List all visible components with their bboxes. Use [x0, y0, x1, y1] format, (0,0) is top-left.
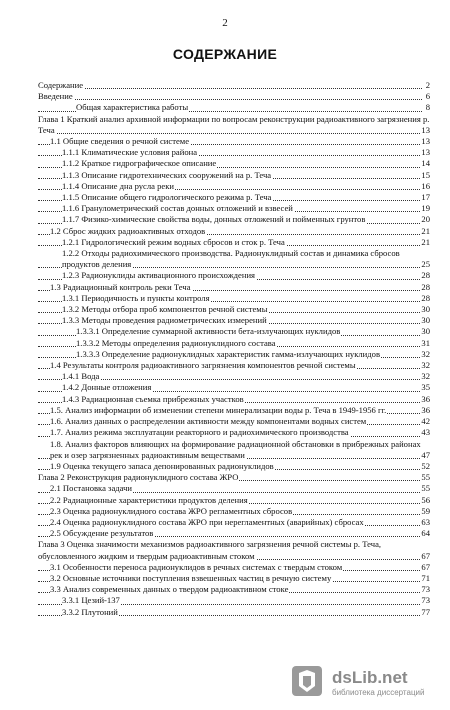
toc-entry	[38, 394, 430, 405]
toc-entry-page: 63	[421, 516, 430, 527]
toc-entry-title: 1.4 Результаты контроля радиоактивного загрязнения компонентов речной системы	[50, 360, 356, 371]
toc-entry	[38, 495, 430, 506]
toc-entry	[38, 562, 430, 573]
toc-entry-page: 31	[421, 337, 430, 348]
toc-entry-title: 1.3.3.2 Методы определения радионуклидного состава	[76, 337, 276, 348]
toc-entry-page: 71	[421, 572, 430, 583]
toc-entry-page: 73	[421, 595, 430, 606]
toc-entry-page: 30	[421, 304, 430, 315]
toc-entry-title: 3.3 Анализ современных данных о твердом радиоактивном стоке	[50, 584, 289, 595]
toc-entry-page: 52	[421, 460, 430, 471]
toc-entry	[38, 270, 430, 281]
toc-entry-title: Общая характеристика работы	[76, 102, 189, 113]
toc-entry	[38, 136, 430, 147]
toc-entry-page: 30	[421, 315, 430, 326]
toc-entry-title: Глава 2 Реконструкция радионуклидного состава ЖРО	[38, 472, 239, 483]
toc-entry-title: 2.3 Оценка радионуклидного состава ЖРО регламентных сбросов	[50, 505, 293, 516]
toc-entry-title: 1.5. Анализ информации об изменении степени минерализации воды р. Теча в 1949-1956 гг.	[50, 404, 387, 415]
toc-entry-title: 1.3.2 Методы отбора проб компонентов речной системы	[62, 304, 268, 315]
toc-entry-title: 1.1 Общие сведения о речной системе	[50, 136, 190, 147]
toc-entry-title: 2.2 Радиационные характеристики продуктов деления	[50, 494, 248, 505]
toc-entry-page: 67	[421, 561, 430, 572]
toc-entry-title: 2.4 Оценка радионуклидного состава ЖРО при нерегламентных (аварийных) сбросах	[50, 516, 364, 527]
toc-entry	[38, 607, 430, 618]
toc-entry	[38, 506, 430, 517]
toc-entry-page: 28	[421, 292, 430, 303]
toc-entry-page: 77	[421, 606, 430, 617]
toc-entry-title: Введение	[38, 91, 73, 102]
toc-entry	[38, 248, 430, 270]
toc-entry	[38, 102, 430, 113]
toc-entry	[38, 349, 430, 360]
toc-entry	[38, 528, 430, 539]
toc-entry	[38, 326, 430, 337]
toc-entry-title: 1.1.2 Краткое гидрографическое описание	[62, 158, 217, 169]
toc-entry	[38, 382, 430, 393]
toc-entry-page: 13	[421, 147, 430, 158]
toc-entry	[38, 192, 430, 203]
toc-entry-title: 3.3.2 Плутоний	[62, 606, 118, 617]
toc-entry-title: 1.1.1 Климатические условия района	[62, 147, 198, 158]
toc-entry-title: 3.1 Особенности переноса радионуклидов в речных системах с твердым стоком	[50, 561, 343, 572]
toc-entry	[38, 573, 430, 584]
toc-entry-title: 1.2.1 Гидрологический режим водных сбросов и сток р. Теча	[62, 236, 285, 247]
toc-entry	[38, 80, 430, 91]
toc-entry-page: 55	[421, 472, 430, 483]
toc-entry	[38, 371, 430, 382]
page-number: 2	[222, 17, 228, 29]
toc-entry-page: 73	[421, 584, 430, 595]
toc-entry-title: 1.9 Оценка текущего запаса депонированных радионуклидов	[50, 460, 274, 471]
toc-entry-title: 1.4.1 Вода	[62, 371, 100, 382]
watermark-name: dsLib.net	[332, 668, 408, 687]
toc-entry	[38, 226, 430, 237]
toc-entry	[38, 91, 430, 102]
toc-entry	[38, 237, 430, 248]
toc-entry	[38, 405, 430, 416]
toc-entry-title: 3.2 Основные источники поступления взвешенных частиц в речную систему	[50, 572, 332, 583]
toc-entry	[38, 517, 430, 528]
toc-entry-page: 6	[425, 91, 430, 102]
toc-entry-page: 67	[421, 550, 430, 561]
toc-entry-page: 32	[421, 348, 430, 359]
toc-entry	[38, 360, 430, 371]
toc-entry-page: 32	[421, 371, 430, 382]
toc-entry-title: Глава 1 Краткий анализ архивной информации по вопросам реконструкции радиоактивного загрязнения р. Теча	[38, 113, 430, 135]
toc-entry-title: 2.1 Постановка задачи	[50, 483, 133, 494]
toc-entry	[38, 293, 430, 304]
toc-entry-page: 21	[421, 236, 430, 247]
toc-entry-title: 1.1.5 Описание общего гидрологического режима р. Теча	[62, 192, 272, 203]
toc-entry	[38, 170, 430, 181]
toc-entry-page: 16	[421, 180, 430, 191]
toc-entry-page: 15	[421, 169, 430, 180]
toc-entry-title: 2.5 Обсуждение результатов	[50, 528, 154, 539]
toc-entry-page: 36	[421, 393, 430, 404]
toc-entry-page: 13	[421, 136, 430, 147]
toc-entry-title: 1.1.4 Описание дна русла реки	[62, 180, 174, 191]
toc-entry	[38, 416, 430, 427]
toc-entry	[38, 158, 430, 169]
toc-entry-title: 1.4.2 Донные отложения	[62, 382, 152, 393]
toc-entry	[38, 203, 430, 214]
toc-entry-page: 2	[425, 80, 430, 90]
toc-entry	[38, 472, 430, 483]
toc-entry-page: 64	[421, 528, 430, 539]
toc-entry-page: 19	[421, 203, 430, 214]
toc-entry-page: 28	[421, 270, 430, 281]
toc-entry-title: 1.1.3 Описание гидротехнических сооружений на р. Теча	[62, 169, 272, 180]
toc-entry-page: 8	[425, 102, 430, 113]
toc-entry-title: 1.3.3.1 Определение суммарной активности бета-излучающих нуклидов	[76, 326, 341, 337]
toc-entry	[38, 461, 430, 472]
toc-entry-page: 17	[421, 192, 430, 203]
toc-entry	[38, 282, 430, 293]
toc-entry-title: 1.2 Сброс жидких радиоактивных отходов	[50, 225, 206, 236]
toc-entry-page: 30	[421, 326, 430, 337]
toc-entry-page: 35	[421, 382, 430, 393]
toc-entry-page: 13	[421, 124, 430, 135]
toc-entry	[38, 338, 430, 349]
toc-entry	[38, 584, 430, 595]
toc-entry-title: 1.3 Радиационный контроль реки Теча	[50, 281, 191, 292]
toc-entry-title: 3.3.1 Цезий-137	[62, 595, 120, 606]
toc-entry-title: 1.1.6 Гранулометрический состав донных отложений и взвесей	[62, 203, 293, 214]
toc-entry-page: 20	[421, 214, 430, 225]
toc-entry-page: 14	[421, 158, 430, 169]
toc-entry-title: 1.2.2 Отходы радиохимического производства. Радионуклидный состав и динамика сбросов продуктов деления	[62, 248, 400, 270]
toc-entry-title: 1.2.3 Радионуклиды активационного происхождения	[62, 270, 256, 281]
toc-entry-title: 1.3.3 Методы проведения радиометрических измерений	[62, 315, 267, 326]
dslib-logo-icon	[292, 666, 322, 696]
toc-entry-title: 1.6. Анализ данных о распределении активности между компонентами водных систем	[50, 416, 367, 427]
toc-entry	[38, 214, 430, 225]
toc-entry	[38, 539, 430, 561]
toc-entry-page: 28	[421, 281, 430, 292]
table-of-contents	[38, 80, 430, 618]
toc-entry-page: 25	[421, 259, 430, 270]
toc-heading: СОДЕРЖАНИЕ	[172, 46, 278, 62]
toc-entry-page: 43	[421, 427, 430, 438]
toc-entry-title: Глава 3 Оценка значимости механизмов радиоактивного загрязнения речной системы р. Теча, обусловленного жидким и твердым радиоактивным стоком	[38, 539, 382, 561]
toc-entry	[38, 114, 430, 136]
toc-entry-title: 1.8. Анализ факторов влияющих на формирование радиационной обстановки в прибрежных районах рек и озер загрязненных радиоактивным веществами	[50, 438, 421, 460]
toc-entry-page: 42	[421, 416, 430, 427]
toc-entry-title: 1.3.3.3 Определение радионуклидных характеристик гамма-излучающих нуклидов	[76, 348, 381, 359]
toc-entry-page: 56	[421, 494, 430, 505]
toc-entry-page: 59	[421, 505, 430, 516]
toc-entry-title: 1.1.7 Физико-химические свойства воды, донных отложений и пойменных грунтов	[62, 214, 366, 225]
toc-entry-page: 36	[421, 404, 430, 415]
toc-entry	[38, 304, 430, 315]
toc-entry	[38, 315, 430, 326]
toc-entry	[38, 439, 430, 461]
toc-entry-title: 1.7. Анализ режима эксплуатации реакторного и радиохимического производства	[50, 427, 349, 438]
toc-entry	[38, 147, 430, 158]
toc-entry-title: 1.4.3 Радиационная съемка прибрежных участков	[62, 393, 244, 404]
toc-entry-title: Содержание	[38, 80, 84, 90]
toc-entry-page: 47	[421, 449, 430, 460]
toc-entry	[38, 427, 430, 438]
toc-entry-page: 32	[421, 360, 430, 371]
toc-entry	[38, 595, 430, 606]
toc-entry	[38, 181, 430, 192]
toc-entry-page: 21	[421, 225, 430, 236]
toc-entry-title: 1.3.1 Периодичность и пункты контроля	[62, 292, 210, 303]
watermark	[292, 666, 442, 700]
watermark-subtitle: библиотека диссертаций	[332, 688, 425, 697]
toc-entry	[38, 483, 430, 494]
toc-entry-page: 55	[421, 483, 430, 494]
